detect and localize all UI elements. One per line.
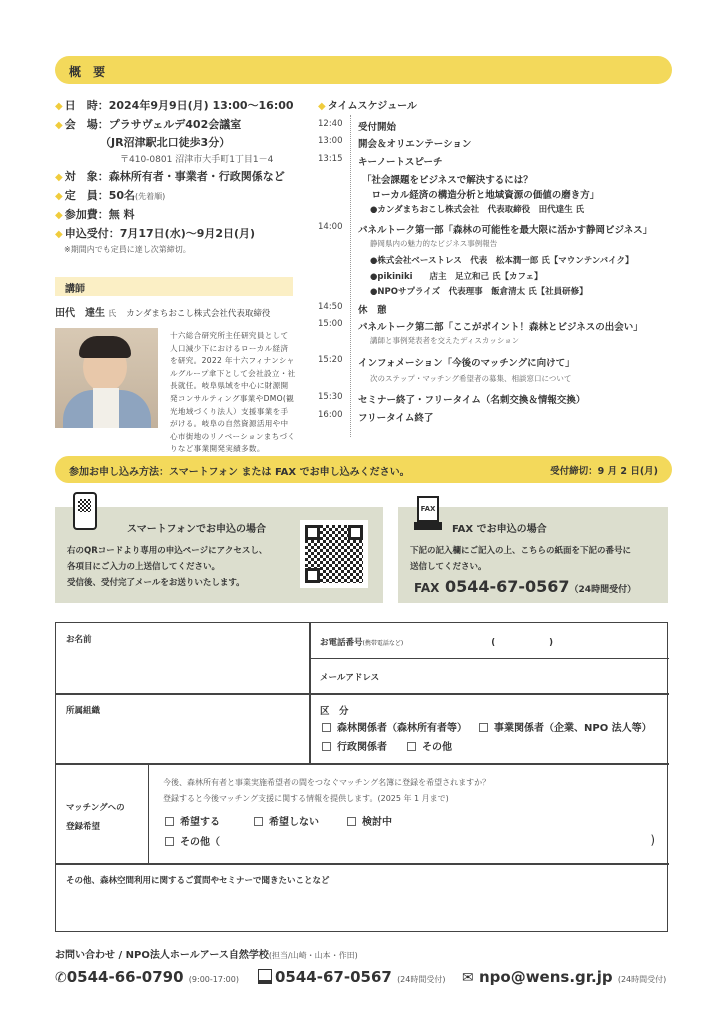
schedule-title: ◆ タイムスケジュール	[318, 101, 417, 112]
schedule-item: 受付開始	[358, 122, 397, 133]
lecturer-name-row: 田代 達生 氏 カンダまちおこし株式会社代表取締役	[55, 308, 271, 319]
checkbox-forest[interactable]: 森林関係者（森林所有者等）	[322, 723, 467, 734]
category-label: 区 分	[320, 706, 349, 717]
schedule-time: 16:00	[318, 410, 343, 420]
info-capacity: ◆ 定 員：50名(先着順)	[55, 189, 166, 202]
schedule-item: ●カンダまちおこし株式会社 代表取締役 田代達生 氏	[370, 205, 585, 215]
fax-apply-title: FAX でお申込の場合	[452, 524, 547, 535]
schedule-time: 14:50	[318, 302, 343, 312]
checkbox-business[interactable]: 事業関係者（企業、NPO 法人等）	[479, 723, 652, 734]
overview-header: 概 要	[55, 56, 672, 84]
smartphone-hand-icon	[73, 492, 97, 530]
schedule-item: 次のステップ・マッチング希望者の募集、相談窓口について	[370, 374, 572, 383]
contact-fax: 0544-67-0567 (24時間受付)	[258, 968, 445, 986]
checkbox-want[interactable]: 希望する	[165, 817, 220, 828]
info-venue-access: （JR沼津駅北口徒歩3分）	[100, 136, 231, 149]
fax-icon	[258, 969, 272, 984]
schedule-item: 講師と事例発表者を交えたディスカッション	[370, 336, 520, 345]
fax-icon: FAX	[414, 496, 442, 530]
fax-number: FAX 0544-67-0567（24時間受付）	[414, 577, 637, 596]
schedule-time: 15:20	[318, 355, 343, 365]
checkbox-not-want[interactable]: 希望しない	[254, 817, 319, 828]
matching-question: 今後、森林所有者と事業実施希望者の間をつなぐマッチング名簿に登録を希望されますか？ 登録すると今後マッチング支援に関する情報を提供します。(2025 年 1 月まで)	[163, 778, 491, 803]
schedule-item: ●株式会社ベーストレス 代表 松本潤一郎 氏【マウンテンバイク】	[370, 256, 634, 266]
contact-email: ✉ npo@wens.gr.jp (24時間受付)	[462, 968, 667, 986]
lecturer-header: 講師	[55, 277, 293, 296]
phone-apply-box	[55, 507, 383, 603]
email-field[interactable]: メールアドレス	[320, 673, 380, 683]
schedule-item: フリータイム終了	[358, 413, 434, 424]
checkbox-matching-other[interactable]: その他（ )	[165, 833, 655, 848]
schedule-time: 13:00	[318, 136, 343, 146]
schedule-item: 休 憩	[358, 305, 387, 316]
category-options-row1	[322, 719, 652, 734]
contact-tel: ✆0544-66-0790 (9:00-17:00)	[55, 968, 239, 986]
phone-field[interactable]: お電話番号(携帯電話など) ( )	[320, 638, 553, 648]
deadline-note: ※期間内でも定員に達し次第締切。	[64, 245, 191, 254]
schedule-item: 「社会課題をビジネスで解決するには？	[362, 175, 533, 186]
info-target: ◆ 対 象：森林所有者・事業者・行政関係など	[55, 170, 285, 183]
schedule-item: 静岡県内の魅力的なビジネス事例報告	[370, 239, 498, 248]
mail-icon: ✉	[462, 970, 474, 986]
lecturer-photo	[55, 328, 158, 428]
schedule-divider	[350, 115, 351, 437]
checkbox-considering[interactable]: 検討中	[347, 817, 392, 828]
info-date: ◆ 日 時：2024年9月9日(月) 13:00〜16:00	[55, 99, 294, 112]
matching-label: マッチングへの 登録希望	[66, 803, 125, 832]
schedule-time: 14:00	[318, 222, 343, 232]
phone-apply-title: スマートフォンでお申込の場合	[127, 524, 266, 535]
phone-icon: ✆	[55, 970, 67, 986]
schedule-item: パネルトーク第一部「森林の可能性を最大限に活かす静岡ビジネス」	[358, 225, 653, 236]
qr-code[interactable]	[300, 520, 368, 588]
fax-apply-text: 下記の記入欄にご記入の上、こちらの紙面を下記の番号に 送信してください。	[410, 546, 632, 572]
org-field[interactable]: 所属組織	[66, 706, 101, 716]
checkbox-government[interactable]: 行政関係者	[322, 742, 387, 753]
category-options-row2	[322, 738, 452, 753]
info-venue-address: 〒410-0801 沼津市大手町1丁目1－4	[120, 155, 274, 165]
lecturer-bio: 十六総合研究所主任研究員として人口減少下におけるローカル経済を研究。2022 年十六フィナンシャルグループ傘下として会社設立・社長就任。岐阜県域を中心に財源開発コンサルティング事業やDMO(観光地域づくり法人）支援事業を手がける。岐阜の自然資源活用や中心市街地のリノベーションまちづくりなど事業開発実績多数。	[170, 331, 296, 454]
contact-title: お問い合わせ / NPO法人ホールアース自然学校(担当/山崎・山本・作田)	[55, 950, 358, 961]
matching-options	[165, 813, 392, 828]
schedule-time: 12:40	[318, 119, 343, 129]
info-venue: ◆ 会 場：プラサヴェルデ402会議室	[55, 118, 242, 131]
info-registration: ◆ 申込受付：7月17日(水)〜9月2日(月)	[55, 227, 256, 240]
schedule-time: 13:15	[318, 154, 343, 164]
info-fee: ◆ 参加費：無 料	[55, 208, 135, 221]
schedule-item: セミナー終了・フリータイム（名刺交換＆情報交換）	[358, 395, 586, 406]
schedule-item: 開会＆オリエンテーション	[358, 139, 472, 150]
schedule-time: 15:30	[318, 392, 343, 402]
other-questions-field[interactable]: その他、森林空間利用に関するご質問やセミナーで聞きたいことなど	[66, 876, 330, 886]
schedule-item: インフォメーション「今後のマッチングに向けて」	[358, 358, 575, 369]
schedule-item: ●NPOサプライズ 代表理事 飯倉清太 氏【社員研修】	[370, 287, 588, 297]
application-form	[55, 622, 668, 932]
phone-apply-text: 右のQRコードより専用の申込ページにアクセスし、 各項目にご入力の上送信してください。 受信後、受付完了メールをお送りいたします。	[67, 546, 268, 588]
name-field[interactable]: お名前	[66, 635, 92, 645]
schedule-item: ●pikiniki 店主 足立和己 氏【カフェ】	[370, 272, 543, 282]
checkbox-other[interactable]: その他	[407, 742, 452, 753]
schedule-time: 15:00	[318, 319, 343, 329]
schedule-item: ローカル経済の構造分析と地域資源の価値の磨き方」	[362, 190, 600, 201]
schedule-item: パネルトーク第二部「ここがポイント！森林とビジネスの出会い」	[358, 322, 643, 333]
apply-header: 参加お申し込み方法：スマートフォン または FAX でお申し込みください。 受付締切：9 月 2 日(月)	[55, 456, 672, 483]
schedule-item: キーノートスピーチ	[358, 157, 443, 168]
